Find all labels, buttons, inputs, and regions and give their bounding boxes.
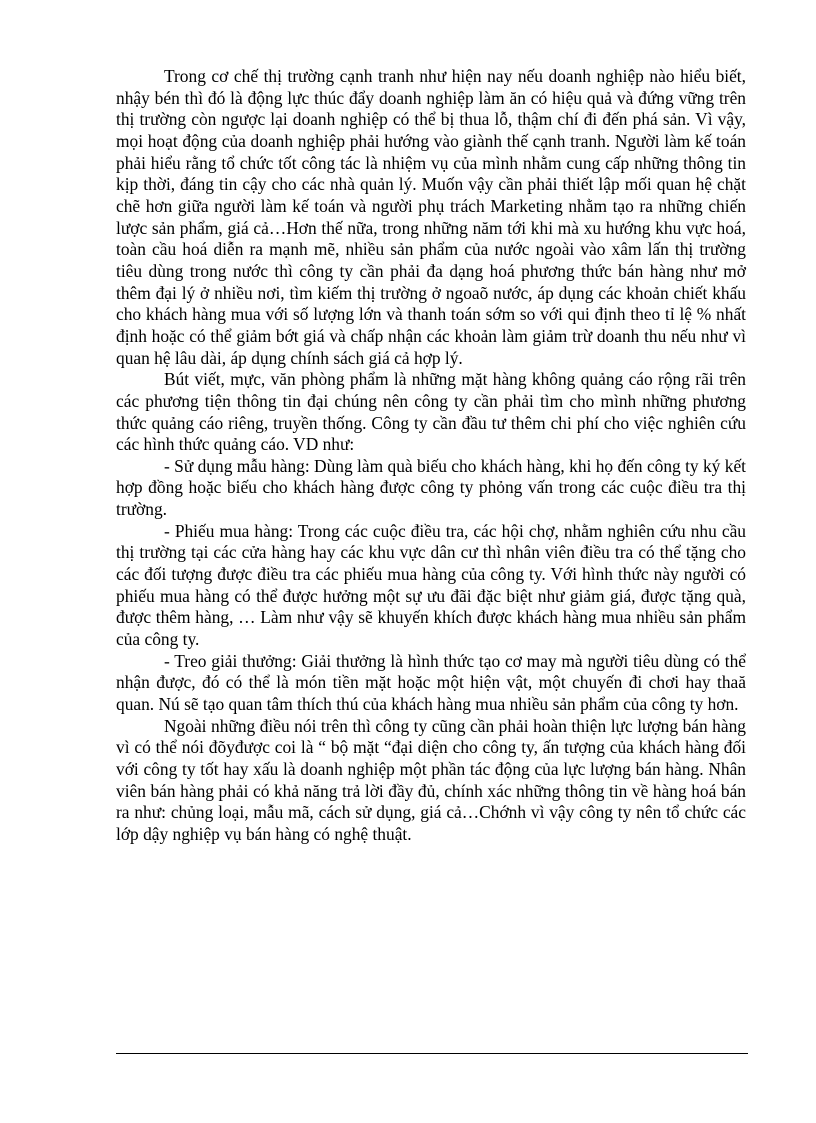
paragraph-sales-force: Ngoài những điều nói trên thì công ty cũng cần phải hoàn thiện lực lượng bán hàng vì có thể nói đõyđược coi là “ bộ mặt “đại diện cho công ty, ấn tượng của khách hàng đối với công ty tốt hay xấu là doanh nghiệp một phần tác động của lực lượng bán hàng. Nhân viên bán hàng phải có khả năng trả lời đầy đủ, chính xác những thông tin về hàng hoá bán ra như: chủng loại, mẫu mã, cách sử dụng, giá cả…Chớnh vì vậy công ty nên tổ chức các lớp dậy nghiệp vụ bán hàng có nghệ thuật. [116, 715, 746, 844]
paragraph-samples: - Sử dụng mẫu hàng: Dùng làm quà biếu cho khách hàng, khi họ đến công ty ký kết hợp đồng hoặc biếu cho khách hàng được công ty phỏng vấn trong các cuộc điều tra thị trường. [116, 455, 746, 520]
paragraph-prizes: - Treo giải thưởng: Giải thưởng là hình thức tạo cơ may mà người tiêu dùng có thể nhận được, đó có thể là món tiền mặt hoặc một hiện vật, một chuyến đi chơi hay thaă quan. Nú sẽ tạo quan tâm thích thú của khách hàng mua nhiều sản phẩm của công ty hơn. [116, 650, 746, 715]
paragraph-advertising: Bút viết, mực, văn phòng phẩm là những mặt hàng không quảng cáo rộng rãi trên các phương tiện thông tin đại chúng nên công ty cần phải tìm cho mình những phương thức quảng cáo riêng, truyền thống. Công ty cần đầu tư thêm chi phí cho việc nghiên cứu các hình thức quảng cáo. VD như: [116, 369, 746, 455]
footer-divider [116, 1053, 748, 1054]
paragraph-competition: Trong cơ chế thị trường cạnh tranh như hiện nay nếu doanh nghiệp nào hiểu biết, nhậy bén thì đó là động lực thúc đẩy doanh nghiệp làm ăn có hiệu quả và đứng vững trên thị trường còn ngược lại doanh nghiệp có thể bị thua lỗ, thậm chí đi đến phá sản. Vì vậy, mọi hoạt động của doanh nghiệp phải hướng vào giành thế cạnh tranh. Người làm kế toán phải hiểu rằng tổ chức tốt công tác là nhiệm vụ của mình nhằm cung cấp những thông tin kịp thời, đáng tin cậy cho các nhà quản lý. Muốn vậy cần phải thiết lập mối quan hệ chặt chẽ hơn giữa người làm kế toán và người phụ trách Marketing nhằm tạo ra những chiến lược sản phẩm, giá cả…Hơn thế nữa, trong những năm tới khi mà xu hướng khu vực hoá, toàn cầu hoá diễn ra mạnh mẽ, nhiều sản phẩm của nước ngoài vào xâm lấn thị trường tiêu dùng trong nước thì công ty cần phải đa dạng hoá phương thức bán hàng như mở thêm đại lý ở nhiều nơi, tìm kiếm thị trường ở ngoaõ nước, áp dụng các khoản chiết khấu cho khách hàng mua với số lượng lớn và thanh toán sớm so với qui định theo tỉ lệ % nhất định hoặc có thể giảm bớt giá và chấp nhận các khoản làm giảm trừ doanh thu nếu như vì quan hệ lâu dài, áp dụng chính sách giá cả hợp lý. [116, 66, 746, 368]
paragraph-coupons: - Phiếu mua hàng: Trong các cuộc điều tra, các hội chợ, nhằm nghiên cứu nhu cầu thị trường tại các cửa hàng hay các khu vực dân cư thì nhân viên điều tra có thể tặng cho các đối tượng được điều tra các phiếu mua hàng của công ty. Với hình thức này người có phiếu mua hàng có thể được hưởng một sự ưu đãi đặc biệt như giảm giá, được tặng quà, được thêm hàng, … Làm như vậy sẽ khuyến khích được khách hàng mua nhiều sản phẩm của công ty. [116, 520, 746, 650]
document-body [116, 66, 746, 846]
